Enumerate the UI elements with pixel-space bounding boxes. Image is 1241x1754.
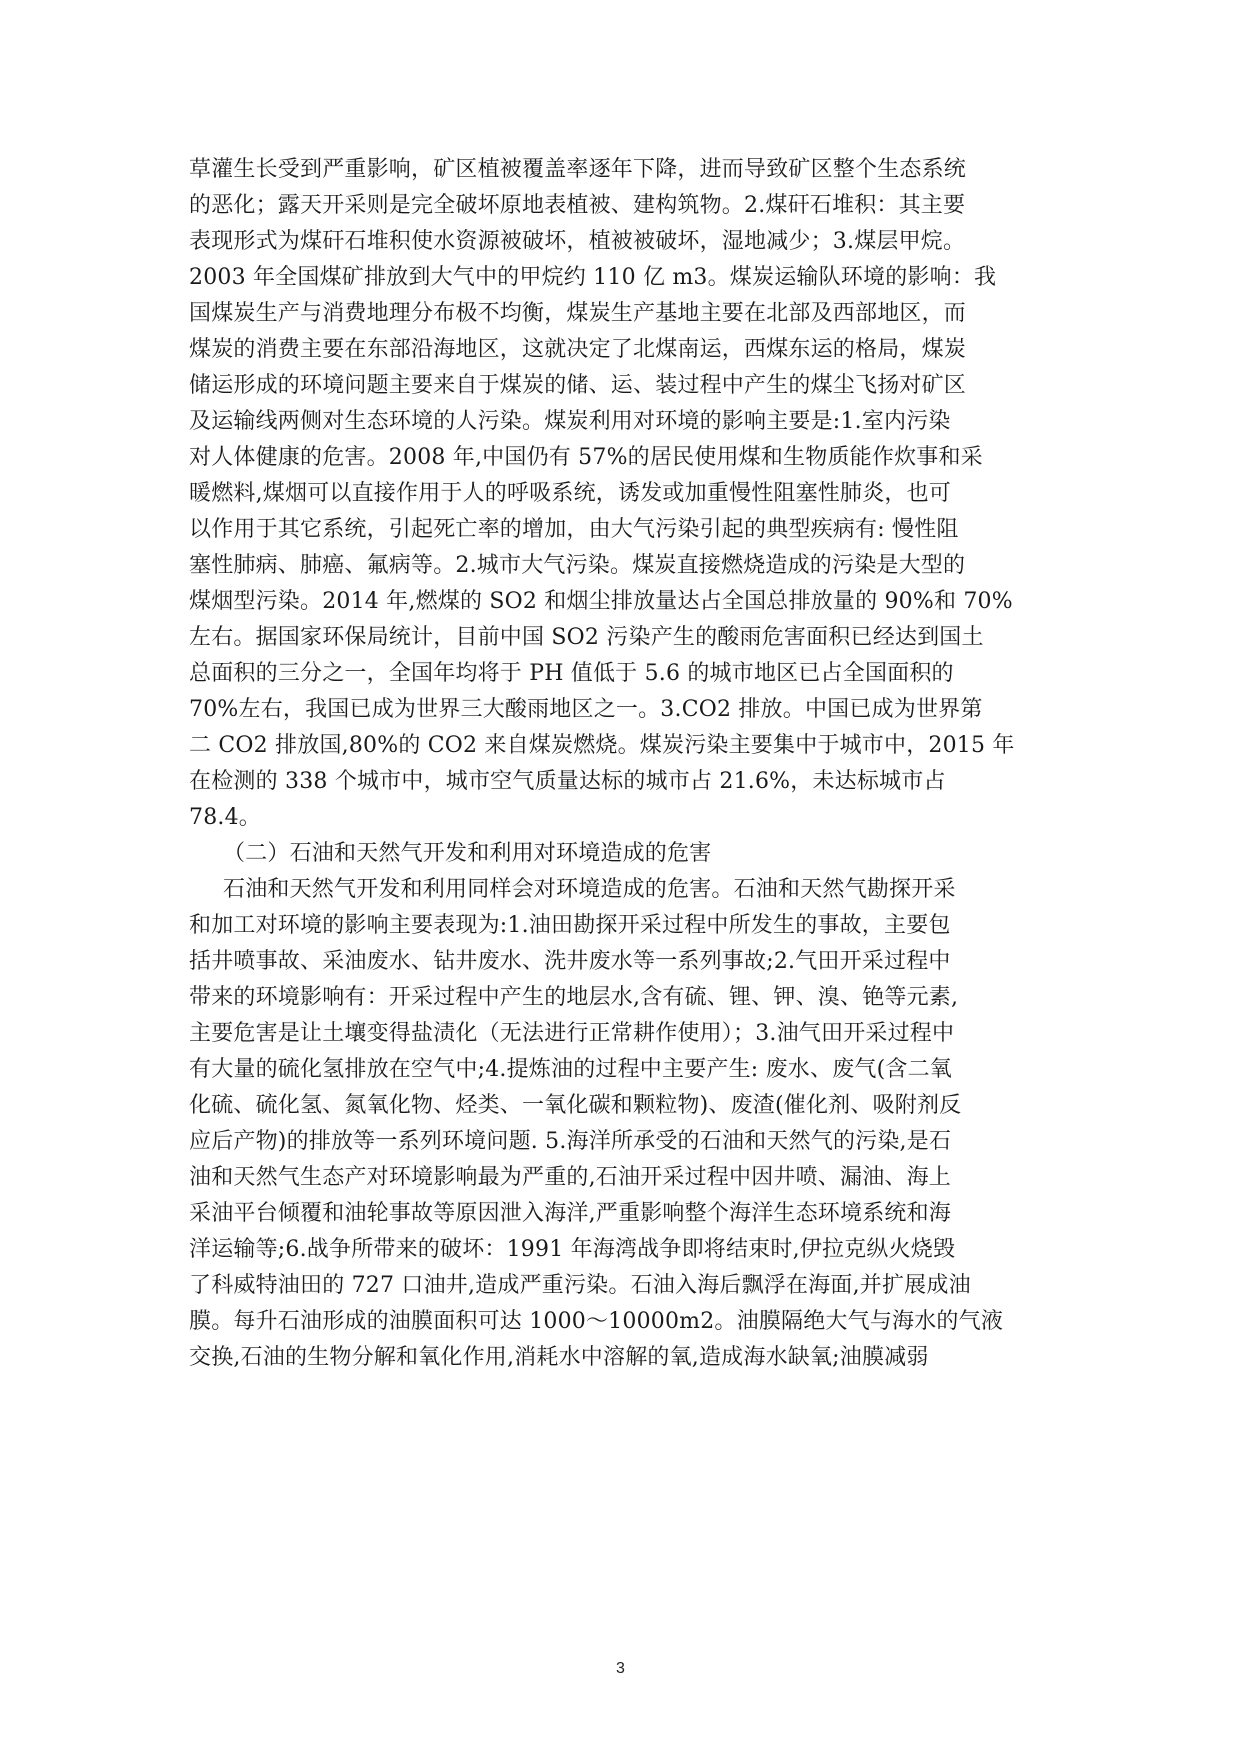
text-line: 对人体健康的危害。2008 年,中国仍有 57%的居民使用煤和生物质能作炊事和采 — [189, 445, 983, 470]
text-line: 70%左右，我国已成为世界三大酸雨地区之一。3.CO2 排放。中国已成为世界第 — [189, 697, 983, 722]
text-line: 表现形式为煤矸石堆积使水资源被破坏，植被被破坏，湿地减少；3.煤层甲烷。 — [189, 229, 966, 254]
text-line: 带来的环境影响有：开采过程中产生的地层水,含有硫、锂、钾、溴、铯等元素, — [189, 985, 959, 1010]
text-line: 的恶化；露天开采则是完全破坏原地表植被、建构筑物。2.煤矸石堆积：其主要 — [189, 193, 966, 218]
body-text — [189, 152, 1069, 1376]
text-line: 及运输线两侧对生态环境的人污染。煤炭利用对环境的影响主要是:1.室内污染 — [189, 409, 951, 434]
text-line: 膜。每升石油形成的油膜面积可达 1000～10000m2。油膜隔绝大气与海水的气液 — [189, 1309, 1004, 1334]
text-line: 草灌生长受到严重影响，矿区植被覆盖率逐年下降，进而导致矿区整个生态系统 — [189, 157, 967, 182]
text-line: 交换,石油的生物分解和氧化作用,消耗水中溶解的氧,造成海水缺氧;油膜减弱 — [189, 1345, 929, 1370]
text-line: 78.4。 — [189, 805, 261, 830]
text-line: 国煤炭生产与消费地理分布极不均衡，煤炭生产基地主要在北部及西部地区，而 — [189, 301, 967, 326]
text-line: 煤炭的消费主要在东部沿海地区，这就决定了北煤南运，西煤东运的格局，煤炭 — [189, 337, 967, 362]
text-line: 应后产物)的排放等一系列环境问题. 5.海洋所承受的石油和天然气的污染,是石 — [189, 1129, 952, 1154]
text-line: 总面积的三分之一，全国年均将于 PH 值低于 5.6 的城市地区已占全国面积的 — [189, 661, 954, 686]
text-line: 2003 年全国煤矿排放到大气中的甲烷约 110 亿 m3。煤炭运输队环境的影响：我 — [189, 265, 997, 290]
text-line: 洋运输等;6.战争所带来的破坏：1991 年海湾战争即将结束时,伊拉克纵火烧毁 — [189, 1237, 956, 1262]
text-line: 和加工对环境的影响主要表现为:1.油田勘探开采过程中所发生的事故，主要包 — [189, 913, 951, 938]
text-line: 油和天然气生态产对环境影响最为严重的,石油开采过程中因井喷、漏油、海上 — [189, 1165, 951, 1190]
page-number: 3 — [616, 1660, 625, 1677]
text-line: 暖燃料,煤烟可以直接作用于人的呼吸系统，诱发或加重慢性阻塞性肺炎，也可 — [189, 481, 951, 506]
text-line: 括井喷事故、采油废水、钻井废水、洗井废水等一系列事故;2.气田开采过程中 — [189, 949, 951, 974]
text-line: 煤烟型污染。2014 年,燃煤的 SO2 和烟尘排放量达占全国总排放量的 90%和 70% — [189, 589, 1013, 614]
text-line: 了科威特油田的 727 口油井,造成严重污染。石油入海后飘浮在海面,并扩展成油 — [189, 1273, 971, 1298]
text-line: 主要危害是让土壤变得盐渍化（无法进行正常耕作使用）；3.油气田开采过程中 — [189, 1021, 955, 1046]
text-line: 塞性肺病、肺癌、氟病等。2.城市大气污染。煤炭直接燃烧造成的污染是大型的 — [189, 553, 966, 578]
text-line: 采油平台倾覆和油轮事故等原因泄入海洋,严重影响整个海洋生态环境系统和海 — [189, 1201, 951, 1226]
text-line: 有大量的硫化氢排放在空气中;4.提炼油的过程中主要产生: 废水、废气(含二氧 — [189, 1057, 952, 1082]
text-line: 二 CO2 排放国,80%的 CO2 来自煤炭燃烧。煤炭污染主要集中于城市中，2015 年 — [189, 733, 1015, 758]
text-line: 石油和天然气开发和利用同样会对环境造成的危害。石油和天然气勘探开采 — [223, 877, 956, 902]
text-line: 左右。据国家环保局统计，目前中国 SO2 污染产生的酸雨危害面积已经达到国土 — [189, 625, 984, 650]
text-line: 储运形成的环境问题主要来自于煤炭的储、运、装过程中产生的煤尘飞扬对矿区 — [189, 373, 967, 398]
section-heading: （二）石油和天然气开发和利用对环境造成的危害 — [223, 841, 712, 866]
text-line: 以作用于其它系统，引起死亡率的增加，由大气污染引起的典型疾病有: 慢性阻 — [189, 517, 959, 542]
text-line: 化硫、硫化氢、氮氧化物、烃类、一氧化碳和颗粒物)、废渣(催化剂、吸附剂反 — [189, 1093, 962, 1118]
text-line: 在检测的 338 个城市中，城市空气质量达标的城市占 21.6%，未达标城市占 — [189, 769, 946, 794]
